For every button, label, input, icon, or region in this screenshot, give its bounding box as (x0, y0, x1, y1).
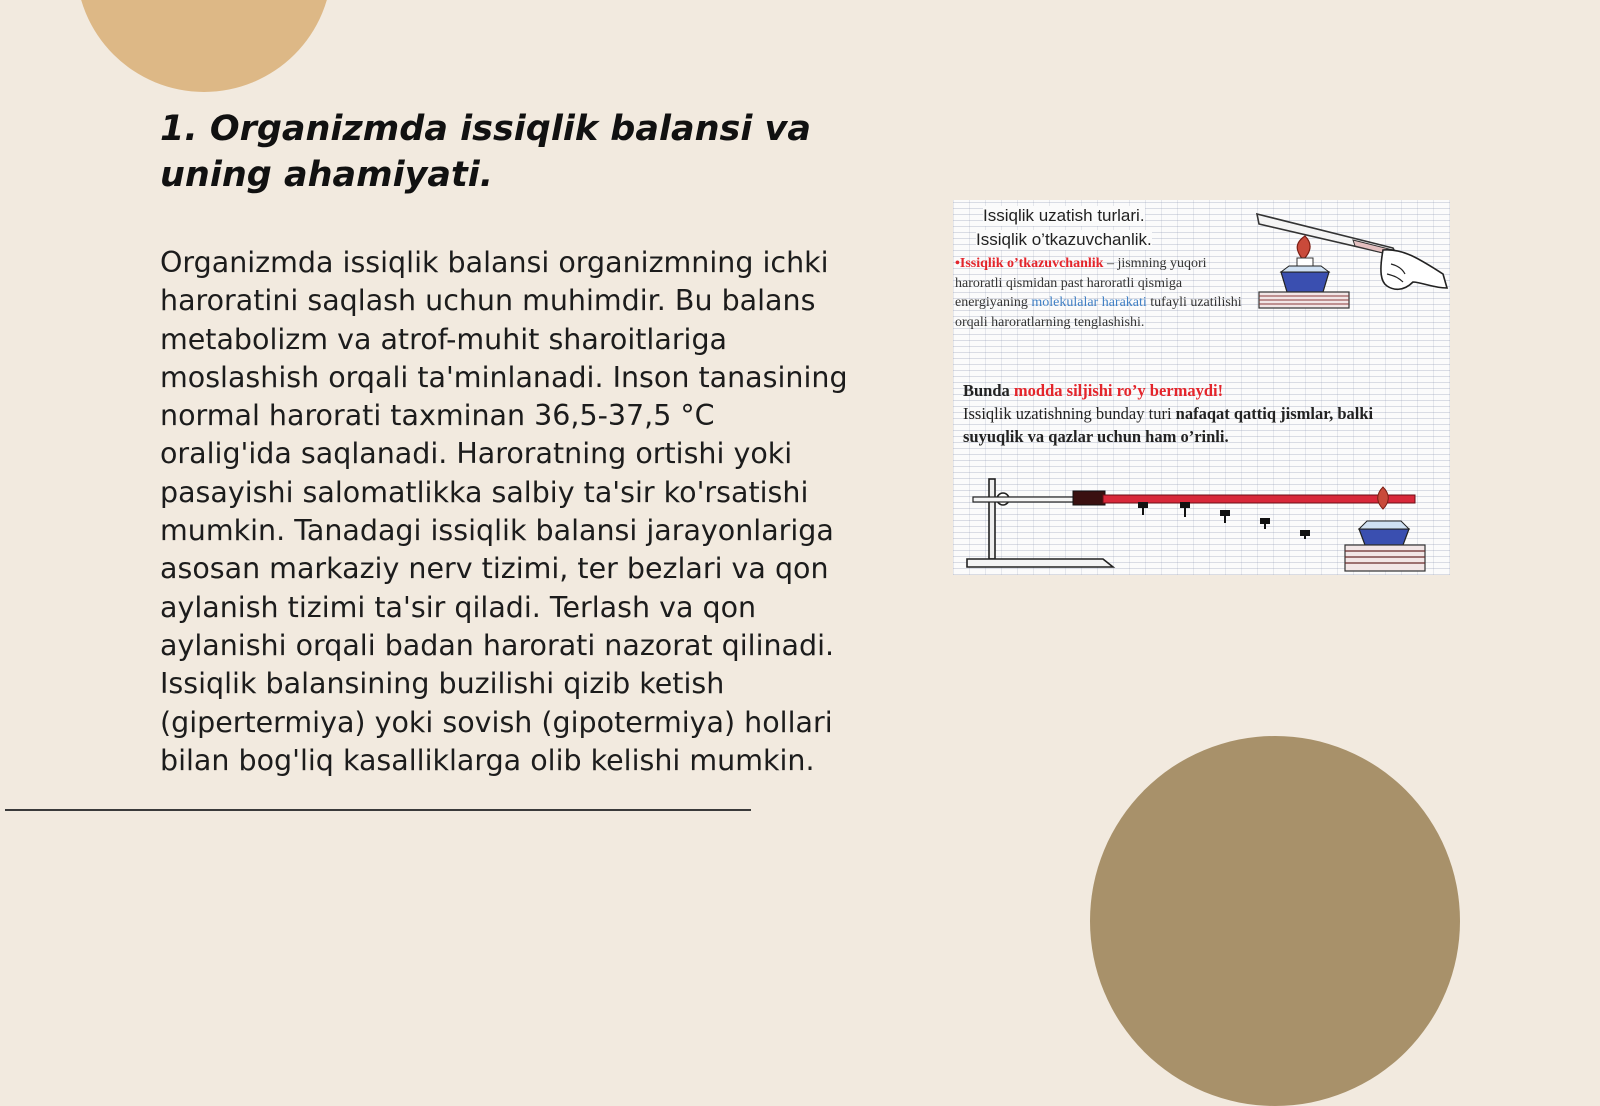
decorative-circle-top (76, 0, 332, 92)
note-no-transfer: modda siljishi ro’y bermaydi! (1013, 381, 1224, 400)
note-bunda: Bunda (963, 381, 1014, 400)
definition-highlight: molekulalar harakati (1031, 295, 1147, 310)
note-line-1 (963, 379, 1433, 402)
note-line-2 (963, 402, 1433, 448)
decorative-circle-bottom (1090, 736, 1460, 1106)
definition-term: •Issiqlik o’tkazuvchanlik (955, 256, 1104, 271)
definition-dash: – (1103, 256, 1118, 271)
hand-rod-burner-icon (1253, 208, 1450, 312)
figure-subtitle: Issiqlik o’tkazuvchanlik. (976, 230, 1152, 249)
definition-text-2: tufayli uzatilishi orqali haroratlarning tenglashishi. (955, 295, 1242, 330)
stand-rod-wax-drops-icon (963, 475, 1448, 575)
heat-conduction-illustration (953, 200, 1450, 575)
figure-title: Issiqlik uzatish turlari. (983, 206, 1145, 225)
slide-body-text: Organizmda issiqlik balansi organizmning ichki haroratini saqlash uchun muhimdir. Bu balans metabolizm va atrof-muhit sharoitlariga moslashish orqali ta'minlanadi. Inson tanasining normal harorati taxminan 36,5-37,5 °C oralig'ida saqlanadi. Haroratning ortishi yoki pasayishi salomatlikka salbiy ta'sir ko'rsatishi mumkin. Tanadagi issiqlik balansi jarayonlariga asosan markaziy nerv tizimi, ter bezlari va qon aylanish tizimi ta'sir qiladi. Terlash va qon aylanishi orqali badan harorati nazorat qilinadi. Issiqlik balansining buzilishi qizib ketish (gipertermiya) yoki sovish (gipotermiya) hollari bilan bog'liq kasalliklarga olib kelishi mumkin. (160, 246, 848, 777)
figure-note (963, 379, 1433, 448)
figure-definition (955, 254, 1255, 332)
slide-title: 1. Organizmda issiqlik balansi va uning ahamiyati. (160, 109, 811, 195)
note-type-bold: nafaqat qattiq jismlar, balki suyuqlik va qazlar uchun ham o’rinli. (963, 404, 1374, 446)
definition-text-1: jismning yuqori haroratli qismidan past haroratli qismiga energiyaning (955, 256, 1207, 310)
divider-line (5, 809, 751, 811)
note-type-text: Issiqlik uzatishning bunday turi (963, 404, 1176, 423)
